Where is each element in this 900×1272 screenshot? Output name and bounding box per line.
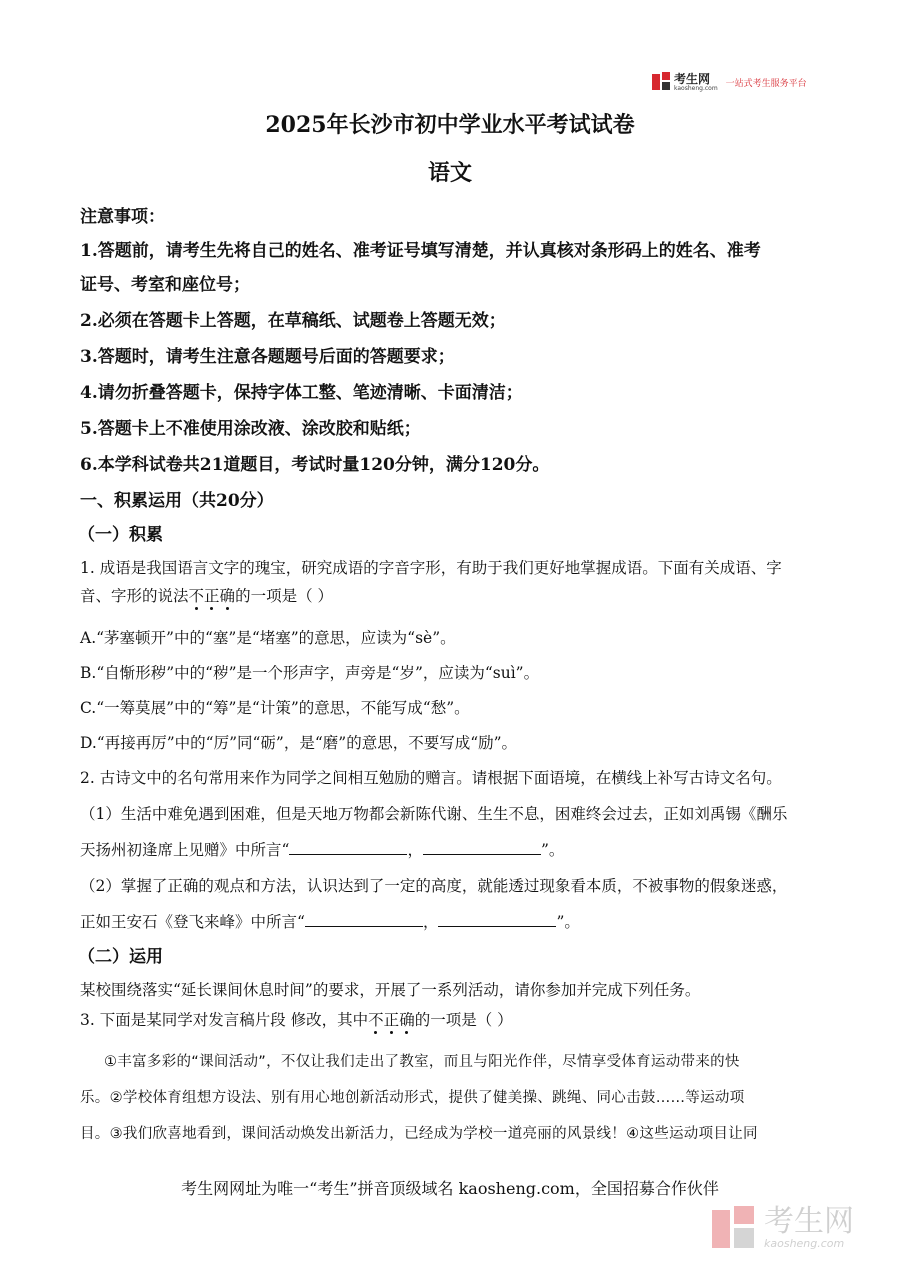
q2-part2: （2）掌握了正确的观点和方法，认识达到了一定的高度，就能透过现象看本质，不被事物的假象迷惑，: [80, 877, 788, 895]
answer-blank[interactable]: [289, 842, 407, 855]
q2-part2-cont: 正如王安石《登飞来峰》中所言“ ， ”。: [80, 913, 580, 931]
exam-title: 2025年长沙市初中学业水平考试试卷: [265, 112, 635, 138]
q1-option-c: C.“一筹莫展”中的“筹”是“计策”的意思，不能写成“愁”。: [80, 699, 470, 717]
watermark-cn: 考生网: [764, 1203, 854, 1239]
q3-passage: 目。③我们欣喜地看到，课间活动焕发出新活力，已经成为学校一道亮丽的风景线！④这些运动项目让同: [80, 1126, 758, 1142]
subsection-heading: （二）运用: [78, 947, 163, 967]
answer-blank[interactable]: [305, 914, 423, 927]
notice-item: 4.请勿折叠答题卡，保持字体工整、笔迹清晰、卡面清洁；: [80, 383, 523, 403]
notice-heading: 注意事项：: [80, 207, 165, 227]
q1-stem-cont: 音、字形的说法不正确的一项是（ ）: [80, 587, 333, 605]
q2-part1-cont: 天扬州初逢席上见赠》中所言“ ， ”。: [80, 841, 565, 859]
q1-option-b: B.“自惭形秽”中的“秽”是一个形声字，声旁是“岁”，应读为“suì”。: [80, 664, 540, 682]
watermark: [712, 1203, 854, 1250]
q3-passage: ①丰富多彩的“课间活动”，不仅让我们走出了教室，而且与阳光作伴，尽情享受体育运动带来的快: [104, 1054, 740, 1070]
logo-cn: 考生网: [674, 71, 711, 86]
q1-option-a: A.“茅塞顿开”中的“塞”是“堵塞”的意思，应读为“sè”。: [80, 629, 456, 647]
notice-item: 2.必须在答题卡上答题，在草稿纸、试题卷上答题无效；: [80, 311, 506, 331]
notice-item: 1.答题前，请考生先将自己的姓名、准考证号填写清楚，并认真核对条形码上的姓名、准考: [80, 241, 761, 261]
q1-option-d: D.“再接再厉”中的“厉”同“砺”，是“磨”的意思，不要写成“励”。: [80, 734, 518, 752]
logo-slogan: 一站式考生服务平台: [725, 78, 807, 89]
notice-item: 证号、考室和座位号；: [80, 275, 250, 295]
q2-part1: （1）生活中难免遇到困难，但是天地万物都会新陈代谢、生生不息，困难终会过去，正如刘禹锡《酬乐: [80, 805, 788, 823]
watermark-logo-icon: [712, 1206, 756, 1250]
context-text: 某校围绕落实“延长课间休息时间”的要求，开展了一系列活动，请你参加并完成下列任务。: [80, 981, 701, 999]
notice-item: 3.答题时，请考生注意各题题号后面的答题要求；: [80, 347, 455, 367]
subsection-heading: （一）积累: [78, 525, 163, 545]
page-footer: 考生网网址为唯一“考生”拼音顶级域名 kaosheng.com，全国招募合作伙伴: [181, 1179, 719, 1198]
q2-intro: 2. 古诗文中的名句常用来作为同学之间相互勉励的赠言。请根据下面语境，在横线上补写古诗文名句。: [80, 769, 782, 787]
notice-item: 6.本学科试卷共21道题目，考试时量120分钟，满分120分。: [80, 455, 550, 475]
kaosheng-logo-icon: [652, 72, 670, 92]
answer-blank[interactable]: [423, 842, 541, 855]
section-heading: 一、积累运用（共20分）: [80, 491, 274, 511]
notice-item: 5.答题卡上不准使用涂改液、涂改胶和贴纸；: [80, 419, 421, 439]
logo-en: kaosheng.com: [674, 84, 718, 92]
brand-logo: [652, 70, 807, 94]
answer-blank[interactable]: [438, 914, 556, 927]
watermark-en: kaosheng.com: [764, 1236, 845, 1250]
q3-passage: 乐。②学校体育组想方设法、别有用心地创新活动形式，提供了健美操、跳绳、同心击鼓……等运动项: [80, 1090, 745, 1106]
q3-stem: 3. 下面是某同学对发言稿片段 修改，其中不正确的一项是（ ）: [80, 1011, 513, 1029]
subject-title: 语文: [427, 160, 472, 186]
q1-stem: 1. 成语是我国语言文字的瑰宝，研究成语的字音字形，有助于我们更好地掌握成语。下面有关成语、字: [80, 559, 782, 577]
